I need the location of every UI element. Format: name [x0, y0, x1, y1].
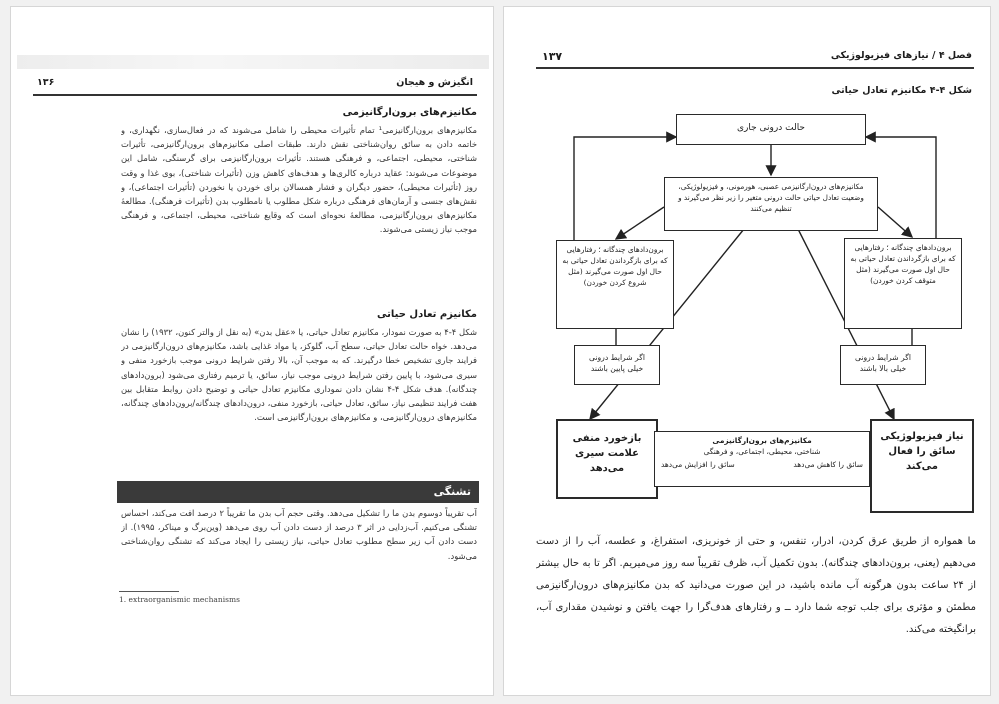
header-rule: [33, 94, 477, 96]
running-head: انگیزش و هیجان: [396, 77, 473, 88]
footnote: 1. extraorganismic mechanisms: [119, 595, 240, 604]
left-page: [10, 6, 494, 696]
section-heading: مکانیزم تعادل حیاتی: [377, 309, 477, 320]
section-heading: مکانیزم‌های برون‌ارگانیزمی: [342, 107, 477, 118]
banner-text: آب تقریباً دوسوم بدن ما را تشکیل می‌دهد. وقتی حجم آب بدن ما تقریباً ۲ درصد افت می‌کند، احساس تشنگی می‌کنیم. آب‌زدایی در اثر ۳ درصد از دست دادن آب روی می‌دهد (وین‌برگ و میناکر، ۱۹۹۵). از دست دادن آب زیر سطح مطلوب تعادل حیاتی، نیاز زیستی را ایجاد می‌کند که تشنگی روان‌شناختی می‌شود.: [121, 508, 477, 561]
footnote-rule: [119, 591, 179, 592]
outputs-box-left: برون‌دادهای چندگانه ؛ رفتارهایی که برای بازگرداندن تعادل حیاتی به حال اول صورت می‌گیرند (مثل شروع کردن خوردن): [556, 240, 674, 329]
extra-effects-row: [661, 459, 863, 470]
negative-feedback-box: بازخورد منفی علامت سیری می‌دهد: [556, 419, 658, 499]
page-number: ۱۳۷: [542, 50, 563, 63]
intra-mechanisms-box: مکانیزم‌های درون‌ارگانیزمی عصبی، هورمونی، و فیزیولوژیکی، وضعیت تعادل حیاتی حالت درونی متغیر را زیر نظر می‌گیرند و تنظیم می‌کنند: [664, 177, 878, 231]
current-state-box: حالت درونی جاری: [676, 114, 866, 145]
condition-low-box: اگر شرایط درونی خیلی پایین باشند: [574, 345, 660, 385]
banner-heading: تشنگی: [433, 485, 471, 498]
right-page: [503, 6, 991, 696]
condition-high-box: اگر شرایط درونی خیلی بالا باشند: [840, 345, 926, 385]
extra-line: شناختی، محیطی، اجتماعی، و فرهنگی: [703, 447, 821, 456]
extra-mechanisms-box: [654, 431, 870, 487]
section-banner: [117, 481, 479, 503]
running-head: فصل ۴ / نیازهای فیزیولوژیکی: [830, 50, 972, 61]
extra-increase: سائق را افزایش می‌دهد: [661, 460, 735, 469]
outputs-box-right: برون‌دادهای چندگانه ؛ رفتارهایی که برای بازگرداندن تعادل حیاتی به حال اول صورت می‌گیرند (مثل متوقف کردن خوردن): [844, 238, 962, 329]
scan-band: [17, 55, 489, 69]
figure-caption: شکل ۴-۴ مکانیزم تعادل حیاتی: [831, 85, 972, 96]
need-drive-box: نیاز فیزیولوژیکی سائق را فعال می‌کند: [870, 419, 974, 513]
extra-decrease: سائق را کاهش می‌دهد: [793, 460, 863, 469]
section-text: شکل ۴-۴ به صورت نمودار، مکانیزم تعادل حیاتی، یا «عقل بدن» (به نقل از والتر کنون، ۱۹۳۲) را نشان می‌دهد. خواه حالت تعادل حیاتی، سطح آب، گلوکز، یا مواد غذایی باشد، مکانیزم‌های درون‌ارگانیزمی در فرایند جاری تشخیص خطا درگیرند. که به موجب آن، بالا رفتن شرایط درونی موجب بازخورد منفی و سیری می‌شود، با پایین رفتن شرایط درونی موجب نیاز، سائق، یا ترمیم رفتاری می‌شود (برون‌دادهای چندگانه). هدف شکل ۴-۴ نشان دادن نموداری مکانیزم تعادل حیاتی و توضیح دادن روابط متقابل بین هفت فرایند تنظیمی نیاز، سائق، تعادل حیاتی، بازخورد منفی، درون‌دادهای چندگانه/برون‌دادهای چندگانه، مکانیزم‌های درون‌ارگانیزمی، و مکانیزم‌های برون‌ارگانیزمی است.: [121, 327, 477, 423]
page-number: ۱۳۶: [37, 77, 55, 88]
extra-title: مکانیزم‌های برون‌ارگانیزمی: [712, 436, 812, 445]
body-text: ما همواره از طریق عرق کردن، ادرار، تنفس، و حتی از خونریزی، استفراغ، و عطسه، آب را از دست می‌دهیم (یعنی، برون‌دادهای چندگانه). بدون تکمیل آب، ظرف تقریباً سه روز می‌میریم. اگر تا به حال بیشتر از ۲۴ ساعت بدون هرگونه آب مانده باشید، در این صورت می‌دانید که بدن مکانیزم‌های درون‌ارگانیزمی مطمئن و مؤثری برای جلب توجه شما دارد ــ و رفتارهای هدف‌گرا را جهت یافتن و نوشیدن مقداری آب، برانگیخته می‌کند.: [536, 536, 976, 635]
section-text: مکانیزم‌های برون‌ارگانیزمی¹ تمام تأثیرات محیطی را شامل می‌شوند که در فعال‌سازی، نگهداری، و خاتمه دادن به سائق روان‌شناختی نقش دارند. طبقات اصلی مکانیزم‌های برون‌ارگانیزمی، تأثیرات شناختی، محیطی، اجتماعی، و فرهنگی هستند. تأثیرات برون‌ارگانیزمی برای گرسنگی، شامل این موضوعات می‌شوند: عقاید درباره کالری‌ها و هدف‌های کاهش وزن (تأثیرات شناختی)، بوی غذا و وقت روز (تأثیرات محیطی)، حضور دیگران و فشار همسالان برای خوردن یا نخوردن (تأثیرات اجتماعی)، و نقش‌های جنسی و آرمان‌های فرهنگی درباره شکل مطلوب یا نامطلوب بدن (تأثیرات فرهنگی). مطالعهٔ مکانیزم‌های برون‌ارگانیزمی، مطالعهٔ نحوه‌ای است که وقایع شناختی، محیطی، اجتماعی، و فرهنگی موجب نیاز زیستی می‌شوند.: [121, 125, 477, 235]
